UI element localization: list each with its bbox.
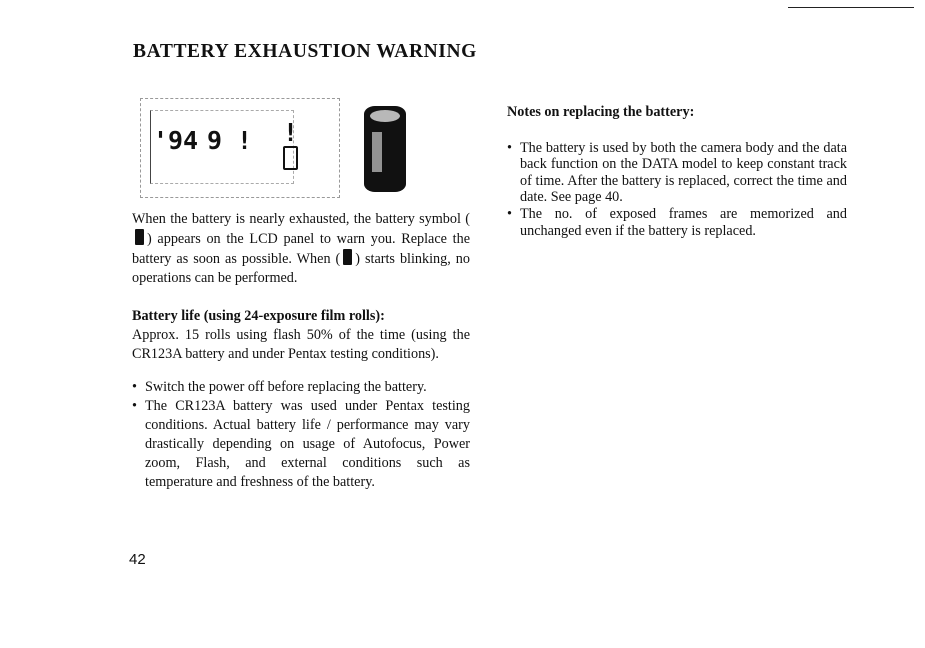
lcd-segment: 4 [183, 126, 199, 155]
lcd-battery-icon [283, 146, 298, 170]
list-item: • Switch the power off before replacing the battery. [132, 378, 470, 397]
list-item: • The no. of exposed frames are memorized and unchanged even if the battery is replaced. [507, 206, 847, 239]
top-rule [788, 7, 914, 8]
lcd-segment: 9 [207, 126, 223, 155]
battery-icon [135, 229, 144, 245]
list-item: • The CR123A battery was used under Pentax testing conditions. Actual battery life / performance may vary drastically depending on usage of Autofocus, Power zoom, Flash, and external conditions such as temperature and freshness of the battery. [132, 397, 470, 492]
lcd-segment: ! [237, 126, 253, 155]
notes-heading: Notes on replacing the battery: [507, 104, 695, 120]
battery-warning-paragraph [132, 210, 470, 288]
page-number: 42 [129, 551, 146, 568]
right-bullet-list [507, 140, 847, 240]
battery-illustration-icon [364, 106, 406, 192]
intro-text: ) appears on the LCD panel to warn you. Replace the battery as soon as possible. When ( [132, 231, 470, 267]
left-bullet-list [132, 378, 470, 492]
lcd-display [153, 112, 333, 184]
list-item: • The battery is used by both the camera body and the data back function on the DATA model to keep constant track of time. After the battery is replaced, correct the time and date. See page 40. [507, 140, 847, 206]
battery-icon [343, 249, 352, 265]
right-column [507, 104, 847, 239]
lcd-segment: ! [283, 118, 299, 147]
page-title: BATTERY EXHAUSTION WARNING [133, 41, 477, 62]
battery-life-text: Approx. 15 rolls using flash 50% of the time (using the CR123A battery and under Pentax testing conditions). [132, 327, 470, 362]
battery-life-heading: Battery life (using 24-exposure film rolls): [132, 308, 385, 324]
left-column [132, 210, 470, 492]
lcd-segment: '9 [153, 126, 184, 155]
intro-text: ) starts blinking, no operations can be performed. [132, 251, 470, 286]
intro-text: When the battery is nearly exhausted, the battery symbol ( [132, 211, 470, 227]
